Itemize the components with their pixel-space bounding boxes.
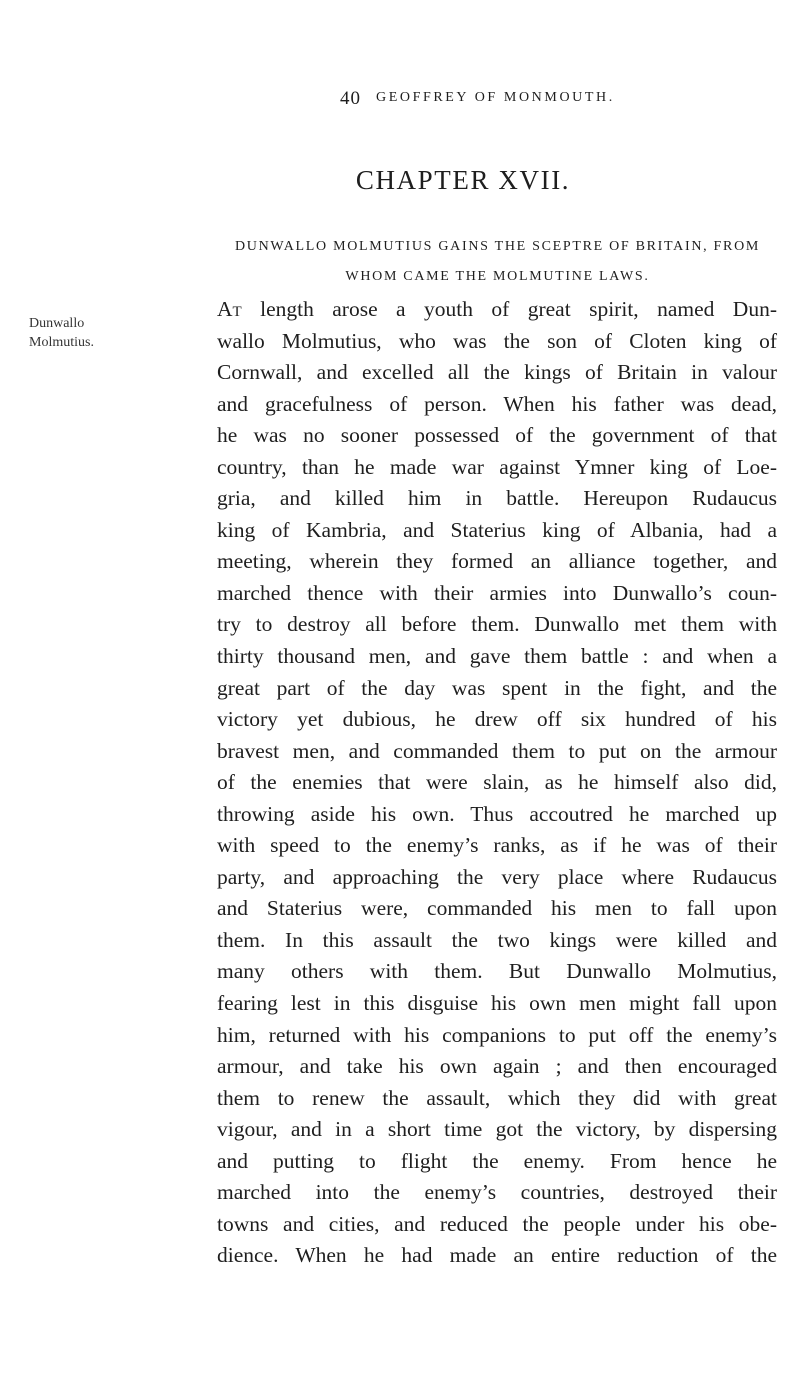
running-head	[340, 88, 800, 112]
text-line: them to renew the assault, which they did with great	[217, 1085, 777, 1110]
text-line: armour, and take his own again ; and then encouraged	[217, 1054, 777, 1079]
text-line: and gracefulness of person. When his father was dead,	[217, 391, 777, 416]
text-line-rest: length arose a youth of great spirit, named Dun-	[241, 297, 777, 321]
chapter-subtitle-line: WHOM CAME THE MOLMUTINE LAWS.	[345, 269, 650, 284]
text-line: wallo Molmutius, who was the son of Cloten king of	[217, 328, 777, 353]
text-line: towns and cities, and reduced the people under his obe-	[217, 1211, 777, 1236]
text-line: many others with them. But Dunwallo Molmutius,	[217, 959, 777, 984]
sidenote-line: Dunwallo	[29, 316, 85, 331]
text-line: and putting to flight the enemy. From hence he	[217, 1148, 777, 1173]
text-line: marched thence with their armies into Dunwallo’s coun-	[217, 580, 777, 605]
text-line: of the enemies that were slain, as he himself also did,	[217, 770, 777, 795]
text-line: marched into the enemy’s countries, destroyed their	[217, 1180, 777, 1205]
running-title: GEOFFREY OF MONMOUTH.	[376, 90, 615, 105]
text-line: country, than he made war against Ymner king of Loe-	[217, 454, 777, 479]
text-line: fearing lest in this disguise his own men might fall upon	[217, 991, 777, 1016]
body-text	[217, 294, 777, 1272]
text-line: him, returned with his companions to put off the enemy’s	[217, 1022, 777, 1047]
text-line: party, and approaching the very place where Rudaucus	[217, 864, 777, 889]
text-line: meeting, wherein they formed an alliance together, and	[217, 549, 777, 574]
text-line: throwing aside his own. Thus accoutred he marched up	[217, 801, 777, 826]
text-line: great part of the day was spent in the fight, and the	[217, 675, 777, 700]
text-line: vigour, and in a short time got the victory, by dispersing	[217, 1117, 777, 1142]
page-number: 40	[340, 88, 361, 109]
text-line: victory yet dubious, he drew off six hundred of his	[217, 707, 777, 732]
sidenote-line: Molmutius.	[29, 335, 94, 350]
text-line: dience. When he had made an entire reduction of the	[217, 1243, 777, 1268]
text-line: bravest men, and commanded them to put on the armour	[217, 738, 777, 763]
text-line: try to destroy all before them. Dunwallo met them with	[217, 612, 777, 637]
text-line: with speed to the enemy’s ranks, as if he was of their	[217, 833, 777, 858]
text-line	[217, 294, 777, 326]
text-line: he was no sooner possessed of the government of that	[217, 423, 777, 448]
chapter-title: CHAPTER XVII.	[355, 165, 571, 195]
text-line: and Staterius were, commanded his men to fall upon	[217, 896, 777, 921]
opening-word: At	[217, 297, 242, 321]
text-line: king of Kambria, and Staterius king of Albania, had a	[217, 517, 777, 542]
margin-sidenote	[29, 314, 139, 352]
text-line: Cornwall, and excelled all the kings of Britain in valour	[217, 360, 777, 385]
text-line: gria, and killed him in battle. Hereupon Rudaucus	[217, 486, 777, 511]
text-line: them. In this assault the two kings were killed and	[217, 927, 777, 952]
chapter-subtitle-line: DUNWALLO MOLMUTIUS GAINS THE SCEPTRE OF BRITAIN, FROM	[234, 239, 761, 254]
text-line: thirty thousand men, and gave them battle : and when a	[217, 644, 777, 669]
chapter-subtitle	[225, 232, 770, 292]
